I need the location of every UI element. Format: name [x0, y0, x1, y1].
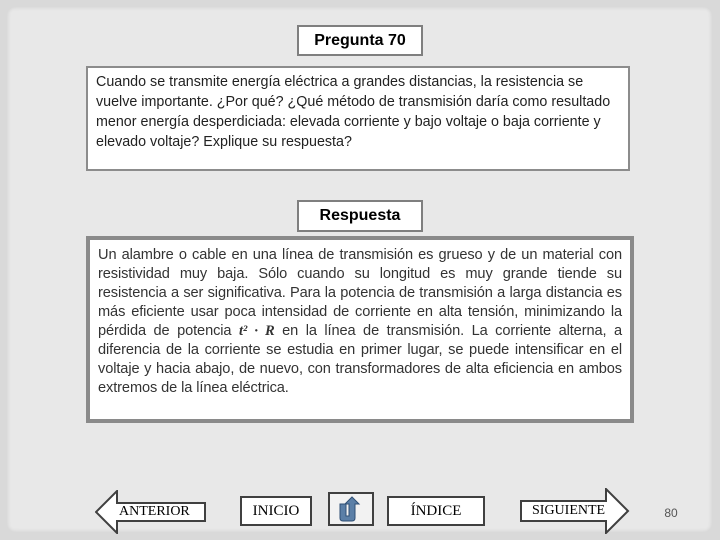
answer-title	[297, 200, 423, 232]
answer-text	[90, 240, 630, 419]
previous-label: ANTERIOR	[119, 504, 190, 519]
question-text: Cuando se transmite energía eléctrica a grandes distancias, la resistencia se vuelve importante. ¿Por qué? ¿Qué método de transmisión daría como resultado menor energía desperdiciada: elevada corriente y bajo voltaje o baja corriente y elevado voltaje? Explique su respuesta?	[96, 74, 611, 150]
answer-text-part2: en la línea de transmisión. La corriente alterna, a diferencia de la corriente se estudia en primer lugar, se puede intensificar en el voltaje y hacia abajo, de nuevo, con transformadores de alta eficiencia en ambos extremos de la línea eléctrica.	[98, 323, 622, 396]
return-arrow-icon	[330, 494, 372, 524]
previous-button[interactable]	[95, 490, 210, 534]
answer-text-part1: Un alambre o cable en una línea de transmisión es grueso y de un material con resistividad muy baja. Sólo cuando su longitud es muy grande tiende su resistencia a ser significativa. Para la potencia de transmisión a larga distancia es más eficiente usar poca intensidad de corriente en alta tensión, minimizando la pérdida de potencia	[98, 247, 622, 339]
home-label: INICIO	[252, 502, 300, 519]
next-label: SIGUIENTE	[532, 503, 606, 518]
index-button[interactable]	[387, 496, 485, 526]
index-label: ÍNDICE	[410, 502, 462, 519]
return-button[interactable]	[328, 492, 374, 526]
answer-formula: t² · R	[238, 323, 275, 339]
home-button[interactable]	[240, 496, 312, 526]
question-text-box	[86, 66, 630, 171]
next-button[interactable]	[520, 488, 630, 534]
page-number: 80	[664, 506, 678, 520]
answer-title-text: Respuesta	[319, 207, 401, 224]
question-title-text: Pregunta 70	[314, 31, 406, 49]
answer-text-box	[86, 236, 634, 423]
question-title	[297, 25, 423, 56]
